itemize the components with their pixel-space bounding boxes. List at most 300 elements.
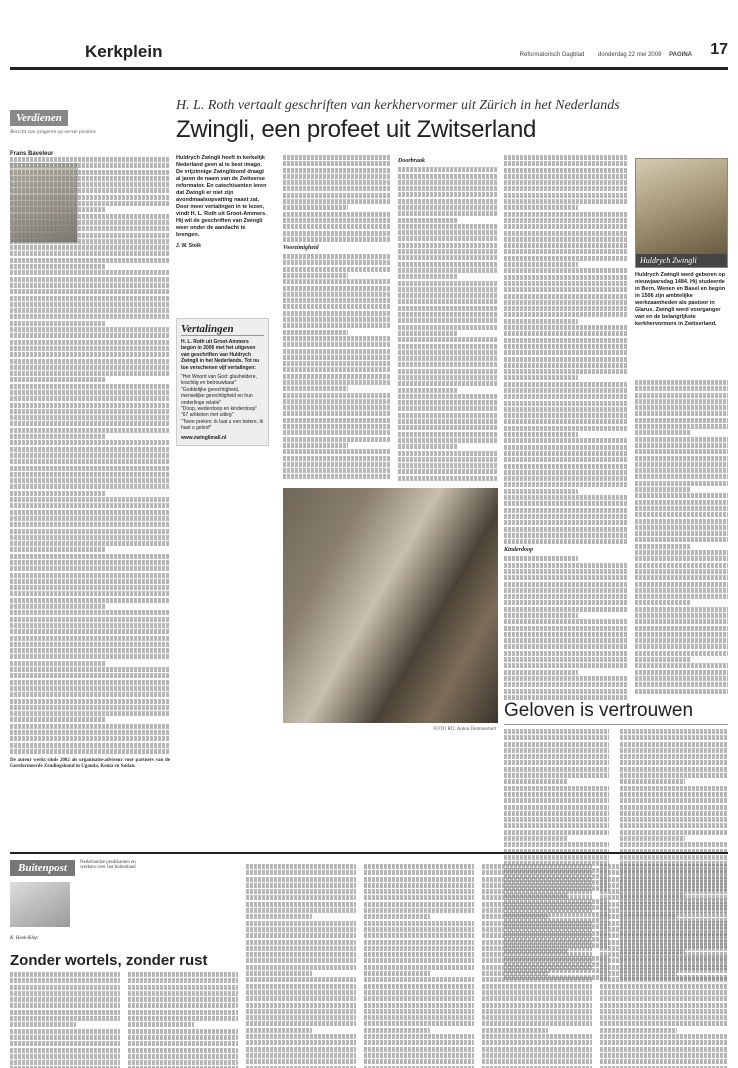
text-line bbox=[10, 1029, 120, 1034]
text-line bbox=[482, 883, 592, 888]
text-line bbox=[283, 449, 391, 454]
sidebar-column bbox=[10, 108, 170, 770]
text-line bbox=[620, 754, 728, 759]
text-line bbox=[283, 174, 391, 179]
text-line bbox=[283, 298, 391, 303]
text-line bbox=[283, 399, 391, 404]
text-line bbox=[600, 958, 728, 963]
text-line bbox=[364, 1053, 474, 1058]
text-line bbox=[504, 161, 628, 166]
zwingli-caption: Huldrych Zwingli bbox=[636, 254, 727, 267]
text-line bbox=[504, 742, 609, 747]
text-line bbox=[10, 258, 170, 263]
text-line bbox=[398, 419, 498, 424]
text-line bbox=[364, 996, 474, 1001]
text-line bbox=[398, 224, 498, 229]
text-line bbox=[364, 1015, 474, 1020]
text-line bbox=[600, 965, 728, 970]
text-line bbox=[504, 638, 628, 643]
text-line bbox=[10, 654, 170, 659]
text-line bbox=[398, 413, 498, 418]
article-subhead: Doorbraak bbox=[398, 158, 426, 164]
text-line bbox=[283, 355, 391, 360]
text-line bbox=[364, 1040, 474, 1045]
text-line bbox=[283, 161, 391, 166]
text-line bbox=[504, 830, 609, 835]
text-line bbox=[10, 484, 170, 489]
text-line bbox=[128, 985, 238, 990]
text-line bbox=[635, 411, 728, 416]
intro-text: Huldrych Zwingli heeft in kerkelijk Nederland geen al te best imago. De vrijzinnige Zwinglibond draagt al jaren de naam van de Zwitserse reformator. En catechisanten leren dat Zwingli er niet zijn avondmaalsopvatting naast zat. Door meer vertalingen in te lezen, vindt H. L. Roth uit Groot-Ammers. Hij wil de geschriften van Zwingli weer onder de aandacht te brengen. bbox=[176, 155, 267, 238]
text-line bbox=[600, 971, 677, 976]
text-line bbox=[504, 262, 578, 267]
text-line bbox=[10, 352, 170, 357]
text-line bbox=[482, 1040, 592, 1045]
text-line bbox=[10, 472, 170, 477]
zwingli-portrait bbox=[635, 158, 728, 268]
text-line bbox=[10, 736, 170, 741]
text-line bbox=[246, 1040, 356, 1045]
text-line bbox=[504, 193, 628, 198]
text-line bbox=[398, 255, 498, 260]
text-line bbox=[10, 447, 170, 452]
text-line bbox=[10, 667, 170, 672]
text-line bbox=[364, 877, 474, 882]
text-line bbox=[10, 743, 170, 748]
text-line bbox=[504, 300, 628, 305]
text-line bbox=[482, 921, 592, 926]
text-line bbox=[482, 1053, 592, 1058]
text-line bbox=[283, 254, 391, 259]
text-line bbox=[10, 711, 170, 716]
text-line bbox=[635, 481, 728, 486]
text-line bbox=[504, 527, 628, 532]
text-line bbox=[283, 456, 391, 461]
text-line bbox=[504, 325, 628, 330]
text-line bbox=[246, 1053, 356, 1058]
text-line bbox=[398, 375, 498, 380]
text-line bbox=[635, 449, 728, 454]
text-line bbox=[600, 889, 728, 894]
text-line bbox=[10, 421, 170, 426]
text-line bbox=[10, 1003, 120, 1008]
text-line bbox=[10, 1048, 120, 1053]
text-line bbox=[10, 289, 170, 294]
text-line bbox=[504, 174, 628, 179]
text-line bbox=[283, 267, 391, 272]
text-line bbox=[10, 1041, 120, 1046]
text-line bbox=[364, 940, 474, 945]
text-line bbox=[283, 386, 348, 391]
text-line bbox=[10, 972, 120, 977]
article-photo bbox=[283, 488, 498, 732]
buitenpost-headline: Zonder wortels, zonder rust bbox=[10, 952, 208, 969]
text-line bbox=[635, 563, 728, 568]
text-line bbox=[10, 384, 170, 389]
text-line bbox=[398, 438, 498, 443]
text-line bbox=[398, 400, 498, 405]
text-line bbox=[283, 218, 391, 223]
text-line bbox=[620, 805, 728, 810]
text-line bbox=[600, 921, 728, 926]
text-line bbox=[398, 444, 458, 449]
text-line bbox=[504, 382, 628, 387]
text-line bbox=[10, 371, 170, 376]
text-line bbox=[10, 226, 170, 231]
article-kicker: H. L. Roth vertaalt geschriften van kerkhervormer uit Zürich in het Nederlands bbox=[176, 98, 620, 113]
text-line bbox=[504, 319, 578, 324]
text-line bbox=[398, 476, 498, 481]
text-line bbox=[283, 437, 391, 442]
text-line bbox=[504, 281, 628, 286]
text-line bbox=[283, 180, 391, 185]
text-line bbox=[10, 201, 170, 206]
text-line bbox=[635, 651, 728, 656]
text-line bbox=[635, 519, 728, 524]
text-line bbox=[10, 233, 170, 238]
text-line bbox=[600, 933, 728, 938]
text-line bbox=[504, 212, 628, 217]
header-meta bbox=[520, 52, 698, 58]
text-line bbox=[283, 304, 391, 309]
text-line bbox=[398, 274, 458, 279]
text-line bbox=[10, 636, 170, 641]
text-line bbox=[364, 927, 474, 932]
text-line bbox=[635, 405, 728, 410]
text-line bbox=[504, 663, 628, 668]
text-line bbox=[10, 321, 106, 326]
text-line bbox=[635, 594, 728, 599]
text-line bbox=[504, 256, 628, 261]
text-line bbox=[620, 842, 728, 847]
text-line bbox=[364, 1009, 474, 1014]
text-line bbox=[10, 591, 170, 596]
text-line bbox=[10, 547, 106, 552]
text-line bbox=[398, 318, 498, 323]
text-line bbox=[482, 990, 592, 995]
text-line bbox=[246, 927, 356, 932]
text-line bbox=[10, 673, 170, 678]
text-line bbox=[620, 836, 685, 841]
buitenpost-section bbox=[10, 852, 728, 969]
text-line bbox=[504, 350, 628, 355]
text-line bbox=[246, 889, 356, 894]
text-line bbox=[283, 474, 391, 479]
text-line bbox=[398, 369, 498, 374]
text-line bbox=[364, 870, 474, 875]
text-line bbox=[283, 374, 391, 379]
text-line bbox=[600, 1028, 677, 1033]
text-line bbox=[398, 425, 498, 430]
text-line bbox=[283, 168, 391, 173]
text-line bbox=[504, 489, 578, 494]
text-line bbox=[398, 388, 458, 393]
text-line bbox=[635, 386, 728, 391]
text-line bbox=[364, 902, 474, 907]
vertalingen-list bbox=[181, 374, 264, 432]
text-line bbox=[600, 996, 728, 1001]
text-line bbox=[283, 393, 391, 398]
text-line bbox=[10, 585, 170, 590]
text-line bbox=[364, 1028, 430, 1033]
text-line bbox=[504, 287, 628, 292]
text-line bbox=[246, 864, 356, 869]
text-line bbox=[283, 279, 391, 284]
text-line bbox=[10, 997, 120, 1002]
text-line bbox=[10, 270, 170, 275]
text-line bbox=[10, 610, 170, 615]
text-line bbox=[482, 1059, 592, 1064]
text-line bbox=[246, 895, 356, 900]
text-line bbox=[10, 1054, 120, 1059]
text-line bbox=[504, 817, 609, 822]
text-line bbox=[10, 377, 106, 382]
text-line bbox=[504, 451, 628, 456]
text-line bbox=[504, 539, 628, 544]
text-line bbox=[504, 312, 628, 317]
text-line bbox=[504, 457, 628, 462]
text-line bbox=[246, 971, 312, 976]
text-line bbox=[364, 933, 474, 938]
text-line bbox=[504, 508, 628, 513]
text-line bbox=[283, 260, 391, 265]
text-line bbox=[246, 933, 356, 938]
text-line bbox=[10, 529, 170, 534]
text-line bbox=[635, 493, 728, 498]
text-line bbox=[10, 560, 170, 565]
text-line bbox=[600, 864, 728, 869]
text-line bbox=[10, 314, 170, 319]
text-line bbox=[10, 661, 106, 666]
text-line bbox=[10, 188, 170, 193]
text-line bbox=[600, 1047, 728, 1052]
text-line bbox=[283, 443, 348, 448]
text-line bbox=[600, 908, 728, 913]
text-line bbox=[10, 541, 170, 546]
text-line bbox=[504, 594, 628, 599]
bp-column-1 bbox=[10, 972, 120, 1068]
text-line bbox=[10, 195, 170, 200]
text-line bbox=[504, 779, 567, 784]
text-line bbox=[10, 579, 170, 584]
article-subhead: Kinderdoop bbox=[504, 547, 534, 554]
text-line bbox=[620, 748, 728, 753]
text-line bbox=[504, 275, 628, 280]
zwingli-sidebar-text bbox=[635, 380, 728, 695]
text-line bbox=[504, 445, 628, 450]
sidebar-tag: Verdienen bbox=[10, 110, 68, 126]
text-line bbox=[635, 462, 728, 467]
text-line bbox=[283, 361, 391, 366]
text-line bbox=[283, 224, 391, 229]
text-line bbox=[504, 670, 578, 675]
text-line bbox=[398, 331, 458, 336]
text-line bbox=[504, 388, 628, 393]
text-line bbox=[504, 760, 609, 765]
text-line bbox=[10, 491, 106, 496]
text-line bbox=[635, 626, 728, 631]
photo-credit: FOTO RD, Anton Dommerholt bbox=[433, 727, 496, 732]
text-line bbox=[504, 344, 628, 349]
text-line bbox=[10, 220, 170, 225]
text-line bbox=[504, 626, 628, 631]
text-line bbox=[635, 575, 728, 580]
text-line bbox=[504, 205, 578, 210]
text-line bbox=[482, 984, 592, 989]
text-line bbox=[283, 411, 391, 416]
text-line bbox=[504, 363, 628, 368]
text-line bbox=[620, 823, 728, 828]
text-line bbox=[128, 1035, 238, 1040]
text-line bbox=[246, 990, 356, 995]
text-line bbox=[504, 501, 628, 506]
list-item: "Doop, wederdoop en kinderdoop" bbox=[181, 406, 258, 413]
text-line bbox=[283, 418, 391, 423]
text-line bbox=[398, 394, 498, 399]
list-item: "Twee preken: ik laat u een betere, ik haal u geloof" bbox=[181, 418, 264, 432]
text-line bbox=[10, 182, 170, 187]
text-line bbox=[504, 836, 567, 841]
text-line bbox=[10, 503, 170, 508]
text-line bbox=[600, 902, 728, 907]
text-line bbox=[398, 205, 498, 210]
text-line bbox=[504, 180, 628, 185]
text-line bbox=[635, 531, 728, 536]
text-line bbox=[504, 600, 628, 605]
text-line bbox=[504, 805, 609, 810]
text-line bbox=[10, 686, 170, 691]
text-line bbox=[283, 199, 391, 204]
text-line bbox=[128, 1016, 238, 1021]
text-line bbox=[635, 613, 728, 618]
text-line bbox=[10, 207, 106, 212]
text-line bbox=[504, 569, 628, 574]
issue-date: donderdag 22 mei 2008 bbox=[598, 52, 662, 58]
text-line bbox=[600, 877, 728, 882]
page-number: 17 bbox=[710, 41, 728, 58]
text-line bbox=[364, 883, 474, 888]
text-line bbox=[504, 823, 609, 828]
text-line bbox=[283, 468, 391, 473]
text-line bbox=[504, 613, 578, 618]
text-line bbox=[10, 359, 170, 364]
text-line bbox=[10, 692, 170, 697]
text-line bbox=[128, 997, 238, 1002]
text-line bbox=[620, 830, 728, 835]
text-line bbox=[482, 1047, 592, 1052]
text-line bbox=[620, 779, 685, 784]
text-line bbox=[620, 760, 728, 765]
text-line bbox=[504, 689, 628, 694]
text-line bbox=[283, 292, 391, 297]
text-line bbox=[128, 972, 238, 977]
text-line bbox=[635, 582, 728, 587]
text-line bbox=[10, 717, 106, 722]
text-line bbox=[246, 946, 356, 951]
text-line bbox=[246, 921, 356, 926]
text-line bbox=[635, 689, 728, 694]
text-line bbox=[128, 1060, 238, 1065]
text-line bbox=[398, 167, 498, 172]
text-line bbox=[364, 914, 430, 919]
text-line bbox=[398, 469, 498, 474]
text-line bbox=[128, 1022, 194, 1027]
text-line bbox=[10, 516, 170, 521]
text-line bbox=[283, 286, 391, 291]
text-line bbox=[504, 426, 628, 431]
text-line bbox=[364, 1021, 474, 1026]
text-line bbox=[504, 407, 628, 412]
text-line bbox=[600, 977, 728, 982]
text-line bbox=[10, 245, 170, 250]
text-line bbox=[10, 1060, 120, 1065]
text-line bbox=[482, 1034, 592, 1039]
text-line bbox=[283, 349, 391, 354]
text-line bbox=[504, 369, 628, 374]
text-line bbox=[504, 243, 628, 248]
text-line bbox=[246, 1047, 356, 1052]
text-line bbox=[635, 380, 728, 385]
text-line bbox=[398, 211, 498, 216]
text-line bbox=[635, 676, 728, 681]
text-line bbox=[398, 325, 498, 330]
text-line bbox=[10, 264, 106, 269]
text-line bbox=[398, 243, 498, 248]
text-line bbox=[128, 1054, 238, 1059]
text-line bbox=[504, 218, 628, 223]
text-line bbox=[504, 413, 628, 418]
text-line bbox=[10, 214, 170, 219]
text-line bbox=[620, 792, 728, 797]
text-line bbox=[283, 380, 391, 385]
text-line bbox=[398, 199, 498, 204]
text-line bbox=[635, 537, 728, 542]
text-line bbox=[398, 356, 498, 361]
text-line bbox=[482, 958, 592, 963]
page-header bbox=[10, 40, 728, 70]
text-line bbox=[246, 877, 356, 882]
text-line bbox=[504, 419, 628, 424]
text-line bbox=[246, 965, 356, 970]
vertalingen-url[interactable]: www.zwinglimall.nl bbox=[181, 434, 227, 441]
text-line bbox=[504, 464, 628, 469]
text-line bbox=[10, 554, 170, 559]
text-line bbox=[635, 657, 691, 662]
text-line bbox=[600, 1003, 728, 1008]
text-line bbox=[635, 550, 728, 555]
text-line bbox=[482, 946, 592, 951]
text-line bbox=[504, 482, 628, 487]
text-line bbox=[635, 632, 728, 637]
text-line bbox=[10, 1022, 76, 1027]
buitenpost-photo bbox=[10, 882, 70, 927]
text-line bbox=[398, 432, 498, 437]
text-line bbox=[600, 870, 728, 875]
text-line bbox=[600, 1053, 728, 1058]
text-line bbox=[246, 914, 312, 919]
text-line bbox=[504, 470, 628, 475]
text-line bbox=[504, 607, 628, 612]
text-line bbox=[482, 933, 592, 938]
text-line bbox=[635, 588, 728, 593]
text-line bbox=[504, 331, 628, 336]
text-line bbox=[635, 443, 728, 448]
text-line bbox=[283, 205, 348, 210]
text-line bbox=[482, 952, 592, 957]
text-line bbox=[246, 952, 356, 957]
text-line bbox=[364, 965, 474, 970]
text-line bbox=[364, 921, 474, 926]
